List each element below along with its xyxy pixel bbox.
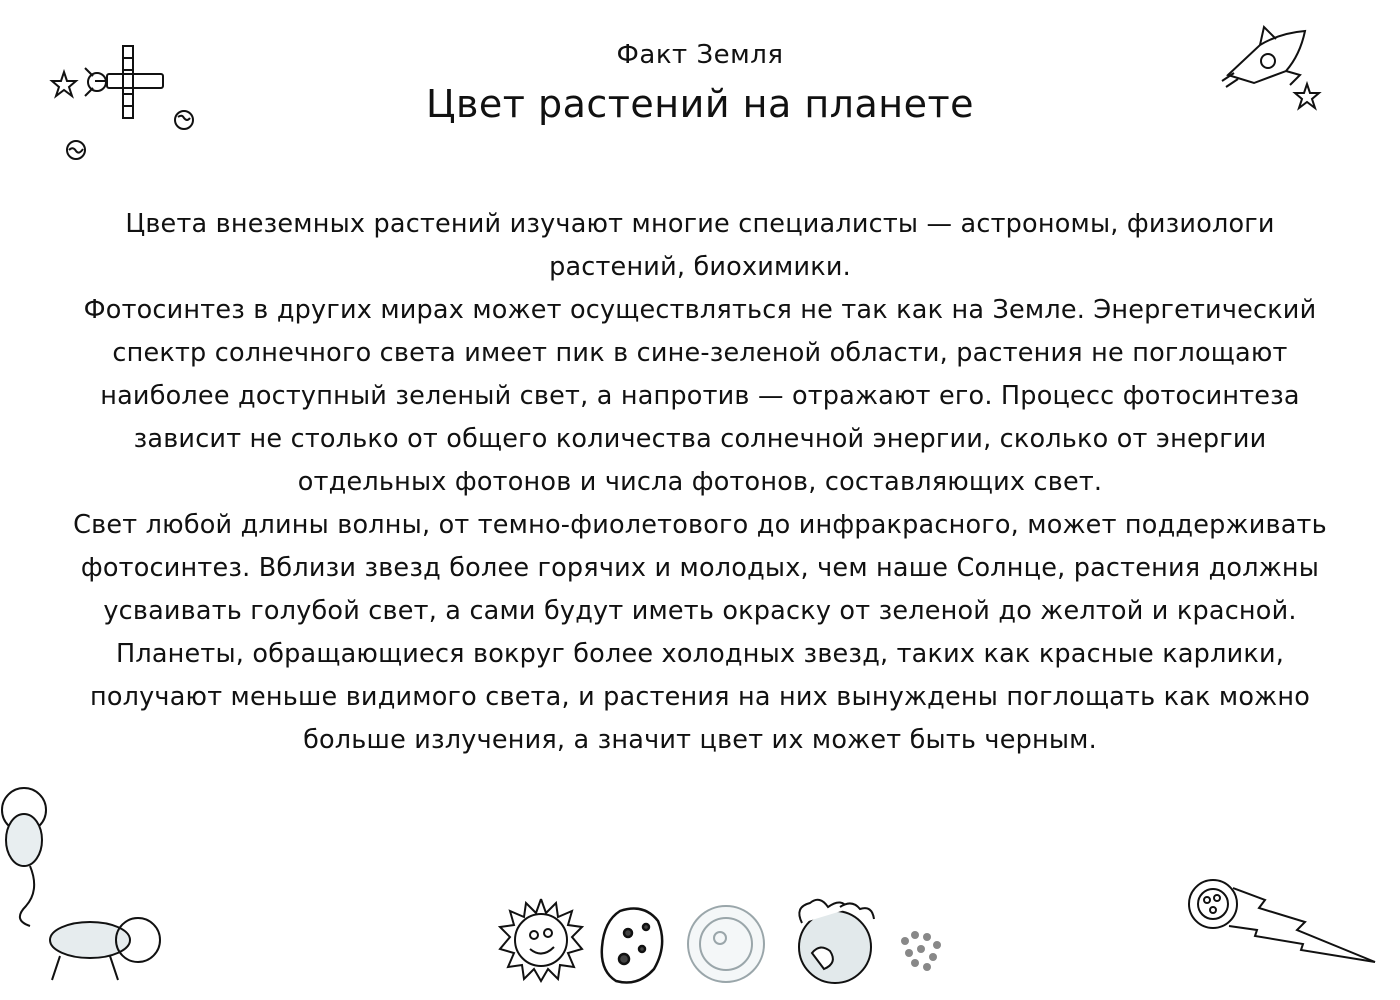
- moon-icon: [684, 902, 768, 986]
- cluster-icon: [895, 927, 947, 975]
- rocket-icon: [1220, 25, 1315, 90]
- sun-icon: [496, 895, 586, 985]
- paragraph-3: Свет любой длины волны, от темно-фиолетового до инфракрасного, может поддерживать фотосинтез. Вблизи звезд более горячих и молодых, чем наше Солнце, растения должны усваивать голубой свет, а сами будут иметь окраску от зеленой до желтой и красной. Планеты, обращающиеся вокруг более холодных звезд, таких как красные карлики, получают меньше видимого света, и растения на них вынуждены поглощать как можно больше излучения, а значит цвет их может быть черным.: [73, 510, 1327, 755]
- earth-icon: [790, 893, 880, 988]
- comet-icon: [1185, 870, 1380, 970]
- page-subtitle: Факт Земля: [616, 40, 784, 70]
- planet-icon: [172, 108, 196, 132]
- planet-icon: [64, 138, 88, 162]
- page-title: Цвет растений на планете: [426, 82, 974, 126]
- header: [0, 40, 1400, 126]
- article-body: [60, 203, 1340, 762]
- star-icon: [1293, 82, 1321, 110]
- asteroid-icon: [598, 903, 668, 988]
- paragraph-2: Фотосинтез в других мирах может осуществляться не так как на Земле. Энергетический спектр солнечного света имеет пик в сине-зеленой области, растения не поглощают наиболее доступный зеленый свет, а напротив — отражают его. Процесс фотосинтеза зависит не столько от общего количества солнечной энергии, сколько от энергии отдельных фотонов и числа фотонов, составляющих свет.: [83, 295, 1317, 497]
- astronaut-icon: [0, 780, 170, 995]
- star-icon: [50, 70, 78, 98]
- paragraph-1: Цвета внеземных растений изучают многие специалисты — астрономы, физиологи растений, биохимики.: [125, 209, 1275, 282]
